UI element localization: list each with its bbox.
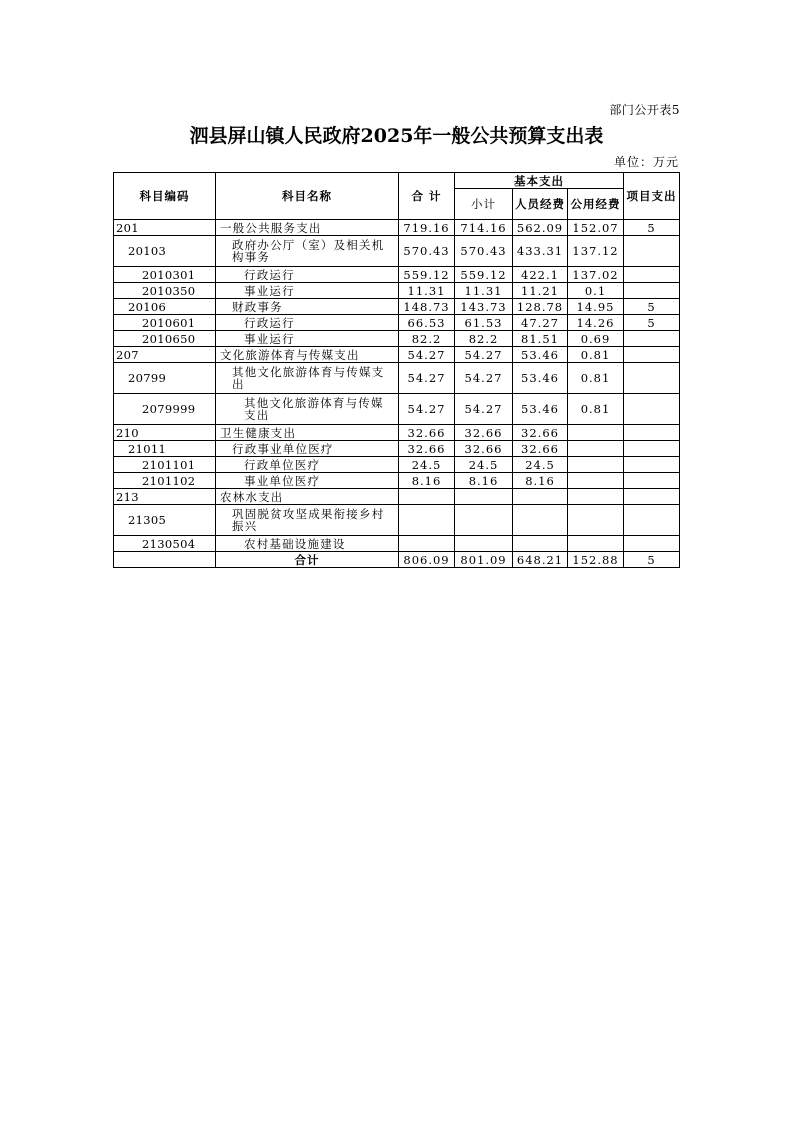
row-code: 20103 bbox=[114, 236, 216, 267]
row-personnel: 53.46 bbox=[513, 363, 568, 394]
table-row bbox=[114, 441, 680, 457]
row-personnel: 433.31 bbox=[513, 236, 568, 267]
row-total: 82.2 bbox=[399, 331, 455, 347]
row-total: 24.5 bbox=[399, 457, 455, 473]
row-code: 207 bbox=[114, 347, 216, 363]
row-total: 54.27 bbox=[399, 394, 455, 425]
unit-label: 单位：万元 bbox=[613, 155, 679, 169]
row-code: 20799 bbox=[114, 363, 216, 394]
row-public-use: 0.1 bbox=[568, 283, 624, 299]
row-code: 2101102 bbox=[114, 473, 216, 489]
row-total: 559.12 bbox=[399, 267, 455, 283]
table-row bbox=[114, 236, 680, 267]
row-personnel: 32.66 bbox=[513, 441, 568, 457]
row-name: 事业运行 bbox=[216, 331, 399, 347]
header-basic: 基本支出 bbox=[455, 173, 624, 189]
table-row bbox=[114, 457, 680, 473]
row-subtotal: 24.5 bbox=[455, 457, 513, 473]
row-public-use: 0.81 bbox=[568, 347, 624, 363]
table-row bbox=[114, 489, 680, 505]
row-code: 2010650 bbox=[114, 331, 216, 347]
totals-project: 5 bbox=[624, 552, 680, 568]
header-subtotal: 小计 bbox=[455, 189, 513, 220]
table-row bbox=[114, 283, 680, 299]
row-code: 2010601 bbox=[114, 315, 216, 331]
row-total: 54.27 bbox=[399, 347, 455, 363]
table-row bbox=[114, 473, 680, 489]
header-total: 合 计 bbox=[399, 173, 455, 220]
row-subtotal bbox=[455, 536, 513, 552]
row-personnel: 81.51 bbox=[513, 331, 568, 347]
row-personnel: 53.46 bbox=[513, 394, 568, 425]
row-project bbox=[624, 236, 680, 267]
row-project: 5 bbox=[624, 220, 680, 236]
table-row bbox=[114, 299, 680, 315]
row-total: 719.16 bbox=[399, 220, 455, 236]
row-personnel: 562.09 bbox=[513, 220, 568, 236]
row-personnel: 128.78 bbox=[513, 299, 568, 315]
totals-subtotal: 801.09 bbox=[455, 552, 513, 568]
row-subtotal: 32.66 bbox=[455, 441, 513, 457]
table-row bbox=[114, 394, 680, 425]
table-row bbox=[114, 347, 680, 363]
row-public-use bbox=[568, 425, 624, 441]
table-row bbox=[114, 363, 680, 394]
row-code: 21011 bbox=[114, 441, 216, 457]
row-code: 21305 bbox=[114, 505, 216, 536]
totals-total: 806.09 bbox=[399, 552, 455, 568]
table-row bbox=[114, 267, 680, 283]
row-total: 32.66 bbox=[399, 425, 455, 441]
row-personnel bbox=[513, 489, 568, 505]
row-personnel: 24.5 bbox=[513, 457, 568, 473]
row-project bbox=[624, 473, 680, 489]
row-public-use bbox=[568, 441, 624, 457]
row-subtotal bbox=[455, 489, 513, 505]
row-personnel: 47.27 bbox=[513, 315, 568, 331]
row-total: 32.66 bbox=[399, 441, 455, 457]
header-personnel: 人员经费 bbox=[513, 189, 568, 220]
table-row bbox=[114, 425, 680, 441]
row-subtotal bbox=[455, 505, 513, 536]
totals-row bbox=[114, 552, 680, 568]
totals-code bbox=[114, 552, 216, 568]
row-code: 20106 bbox=[114, 299, 216, 315]
row-subtotal: 143.73 bbox=[455, 299, 513, 315]
row-name: 行政运行 bbox=[216, 315, 399, 331]
table-row bbox=[114, 315, 680, 331]
row-name: 财政事务 bbox=[216, 299, 399, 315]
row-project bbox=[624, 489, 680, 505]
row-name: 卫生健康支出 bbox=[216, 425, 399, 441]
row-code: 2010350 bbox=[114, 283, 216, 299]
row-name: 农村基础设施建设 bbox=[216, 536, 399, 552]
row-subtotal: 61.53 bbox=[455, 315, 513, 331]
row-public-use bbox=[568, 473, 624, 489]
row-code: 2130504 bbox=[114, 536, 216, 552]
row-code: 201 bbox=[114, 220, 216, 236]
row-public-use bbox=[568, 505, 624, 536]
row-personnel: 422.1 bbox=[513, 267, 568, 283]
row-public-use: 0.81 bbox=[568, 394, 624, 425]
row-project: 5 bbox=[624, 315, 680, 331]
row-name: 行政事业单位医疗 bbox=[216, 441, 399, 457]
row-total: 11.31 bbox=[399, 283, 455, 299]
row-name: 事业单位医疗 bbox=[216, 473, 399, 489]
row-total: 570.43 bbox=[399, 236, 455, 267]
row-code: 2079999 bbox=[114, 394, 216, 425]
totals-public-use: 152.88 bbox=[568, 552, 624, 568]
row-code: 213 bbox=[114, 489, 216, 505]
row-personnel: 8.16 bbox=[513, 473, 568, 489]
row-personnel bbox=[513, 536, 568, 552]
row-personnel bbox=[513, 505, 568, 536]
row-total bbox=[399, 505, 455, 536]
row-subtotal: 559.12 bbox=[455, 267, 513, 283]
row-total bbox=[399, 489, 455, 505]
row-total bbox=[399, 536, 455, 552]
row-name: 巩固脱贫攻坚成果衔接乡村振兴 bbox=[216, 505, 399, 536]
row-subtotal: 54.27 bbox=[455, 394, 513, 425]
row-project bbox=[624, 441, 680, 457]
row-subtotal: 32.66 bbox=[455, 425, 513, 441]
table-row bbox=[114, 505, 680, 536]
row-project bbox=[624, 457, 680, 473]
row-personnel: 53.46 bbox=[513, 347, 568, 363]
row-project bbox=[624, 505, 680, 536]
row-public-use: 14.95 bbox=[568, 299, 624, 315]
row-code: 210 bbox=[114, 425, 216, 441]
row-public-use: 0.81 bbox=[568, 363, 624, 394]
row-project bbox=[624, 363, 680, 394]
table-body bbox=[114, 220, 680, 568]
row-total: 54.27 bbox=[399, 363, 455, 394]
row-public-use bbox=[568, 489, 624, 505]
row-public-use bbox=[568, 457, 624, 473]
row-project bbox=[624, 331, 680, 347]
budget-table bbox=[113, 172, 680, 568]
totals-label: 合计 bbox=[216, 552, 399, 568]
header-name: 科目名称 bbox=[216, 173, 399, 220]
row-project bbox=[624, 283, 680, 299]
row-personnel: 11.21 bbox=[513, 283, 568, 299]
row-code: 2101101 bbox=[114, 457, 216, 473]
row-project bbox=[624, 425, 680, 441]
table-row bbox=[114, 331, 680, 347]
row-public-use: 0.69 bbox=[568, 331, 624, 347]
row-public-use: 14.26 bbox=[568, 315, 624, 331]
row-project bbox=[624, 347, 680, 363]
row-personnel: 32.66 bbox=[513, 425, 568, 441]
row-public-use: 137.12 bbox=[568, 236, 624, 267]
table-row bbox=[114, 536, 680, 552]
row-project bbox=[624, 536, 680, 552]
table-row bbox=[114, 220, 680, 236]
header-code: 科目编码 bbox=[114, 173, 216, 220]
row-name: 行政运行 bbox=[216, 267, 399, 283]
row-public-use: 152.07 bbox=[568, 220, 624, 236]
row-name: 农林水支出 bbox=[216, 489, 399, 505]
row-total: 148.73 bbox=[399, 299, 455, 315]
row-subtotal: 8.16 bbox=[455, 473, 513, 489]
row-total: 8.16 bbox=[399, 473, 455, 489]
table-number: 部门公开表5 bbox=[609, 103, 680, 117]
row-name: 行政单位医疗 bbox=[216, 457, 399, 473]
row-subtotal: 570.43 bbox=[455, 236, 513, 267]
row-name: 政府办公厅（室）及相关机构事务 bbox=[216, 236, 399, 267]
row-project bbox=[624, 267, 680, 283]
row-project bbox=[624, 394, 680, 425]
row-code: 2010301 bbox=[114, 267, 216, 283]
row-subtotal: 54.27 bbox=[455, 363, 513, 394]
row-subtotal: 82.2 bbox=[455, 331, 513, 347]
header-public-use: 公用经费 bbox=[568, 189, 624, 220]
totals-personnel: 648.21 bbox=[513, 552, 568, 568]
row-public-use: 137.02 bbox=[568, 267, 624, 283]
row-subtotal: 714.16 bbox=[455, 220, 513, 236]
row-name: 一般公共服务支出 bbox=[216, 220, 399, 236]
row-public-use bbox=[568, 536, 624, 552]
row-name: 文化旅游体育与传媒支出 bbox=[216, 347, 399, 363]
row-name: 其他文化旅游体育与传媒支出 bbox=[216, 394, 399, 425]
row-total: 66.53 bbox=[399, 315, 455, 331]
row-project: 5 bbox=[624, 299, 680, 315]
page-title: 泗县屏山镇人民政府2025年一般公共预算支出表 bbox=[189, 125, 604, 147]
row-subtotal: 11.31 bbox=[455, 283, 513, 299]
header-project: 项目支出 bbox=[624, 173, 680, 220]
row-name: 其他文化旅游体育与传媒支出 bbox=[216, 363, 399, 394]
row-subtotal: 54.27 bbox=[455, 347, 513, 363]
row-name: 事业运行 bbox=[216, 283, 399, 299]
